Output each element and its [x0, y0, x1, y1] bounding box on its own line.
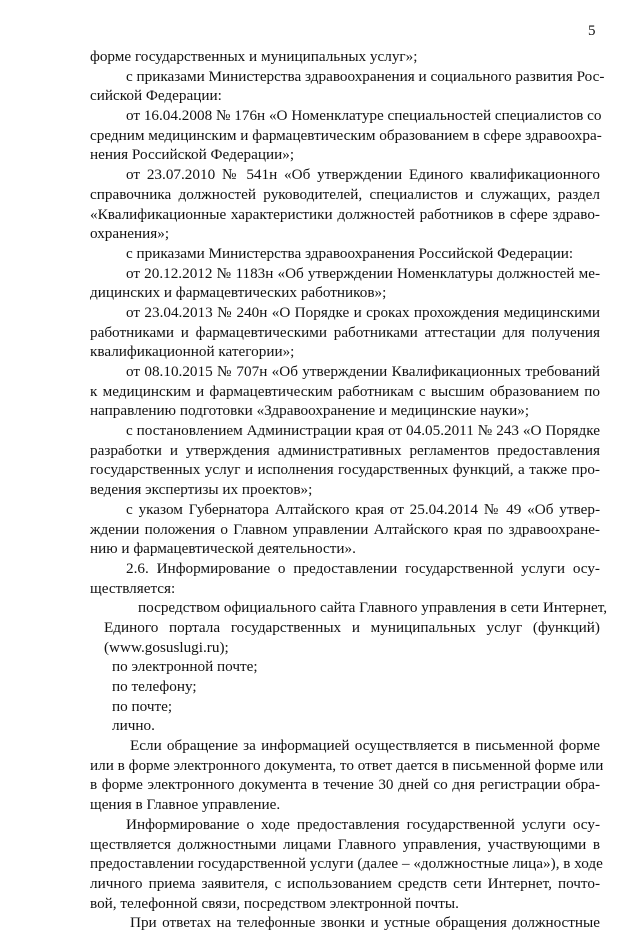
document-body — [90, 47, 608, 933]
text-line: справочника должностей руководителей, специалистов и служащих, раздел — [90, 185, 600, 203]
page-number: 5 — [588, 23, 596, 39]
text-line: государственных услуг и исполнения государственных функций, а также про- — [90, 461, 600, 479]
text-line: охранения»; — [90, 225, 170, 243]
text-line: по почте; — [112, 697, 173, 715]
text-line: от 23.07.2010 № 541н «Об утверждении Единого квалификационного — [126, 166, 600, 184]
text-line: нию и фармацевтической деятельности». — [90, 540, 356, 558]
text-line: щения в Главное управление. — [90, 796, 281, 814]
text-line: от 08.10.2015 № 707н «Об утверждении Квалификационных требований — [126, 363, 600, 380]
text-line: ществляется: — [90, 579, 176, 597]
text-line: с указом Губернатора Алтайского края от 25.04.2014 № 49 «Об утвер- — [126, 500, 600, 518]
text-line: (www.gosuslugi.ru); — [104, 638, 229, 656]
text-line: предоставлении государственной услуги (далее – «должностные лица»), в ходе — [90, 855, 603, 873]
text-line: нения Российской Федерации»; — [90, 146, 295, 164]
text-line: лично. — [112, 717, 155, 735]
text-line: по электронной почте; — [112, 658, 258, 676]
text-line: ждении положения о Главном управлении Алтайского края по здравоохране- — [90, 520, 600, 538]
text-line: разработки и утверждения административных регламентов предоставления — [90, 441, 600, 459]
text-line: Единого портала государственных и муниципальных услуг (функций) — [104, 618, 600, 636]
text-line: направлению подготовки «Здравоохранение и медицинские науки»; — [90, 402, 530, 420]
text-line: к медицинским и фармацевтическим работникам с высшим образованием по — [90, 382, 600, 400]
text-line: с приказами Министерства здравоохранения и социального развития Рос- — [126, 67, 605, 85]
text-line: квалификационной категории»; — [90, 343, 295, 361]
text-line: или в форме электронного документа, то ответ дается в письменной форме или — [90, 756, 604, 774]
text-line: от 20.12.2012 № 1183н «Об утверждении Номенклатуры должностей ме- — [126, 264, 600, 282]
text-line: Если обращение за информацией осуществляется в письменной форме — [130, 737, 600, 755]
text-line: форме государственных и муниципальных услуг»; — [90, 48, 418, 65]
text-line: работниками и фармацевтическими работниками аттестации для получения — [90, 323, 600, 341]
text-line: ведения экспертизы их проектов»; — [90, 481, 313, 499]
text-line: от 16.04.2008 № 176н «О Номенклатуре специальностей специалистов со — [126, 107, 602, 125]
text-line: от 23.04.2013 № 240н «О Порядке и сроках прохождения медицинскими — [126, 303, 600, 321]
text-line: личного приема заявителя, с использованием средств сети Интернет, почто- — [90, 874, 600, 892]
text-line: 2.6. Информирование о предоставлении государственной услуги осу- — [126, 559, 600, 577]
text-line: с приказами Министерства здравоохранения Российской Федерации: — [126, 244, 574, 262]
text-line: ществляется должностными лицами Главного управления, участвующими в — [90, 835, 600, 853]
text-line: Информирование о ходе предоставления государственной услуги осу- — [126, 815, 600, 833]
text-line: При ответах на телефонные звонки и устные обращения должностные — [130, 914, 600, 932]
text-line: средним медицинским и фармацевтическим образованием в сфере здравоохра- — [90, 126, 602, 144]
text-line: дицинских и фармацевтических работников»; — [90, 284, 387, 302]
text-line: в форме электронного документа в течение 30 дней со дня регистрации обра- — [90, 776, 600, 794]
text-line: сийской Федерации: — [90, 87, 222, 105]
text-line: по телефону; — [112, 678, 197, 695]
text-line: посредством официального сайта Главного управления в сети Интернет, — [138, 599, 608, 617]
text-line: вой, телефонной связи, посредством электронной почты. — [90, 894, 459, 912]
text-line: с постановлением Администрации края от 04.05.2011 № 243 «О Порядке — [126, 422, 600, 440]
text-line: «Квалификационные характеристики должностей работников в сфере здраво- — [90, 205, 600, 223]
